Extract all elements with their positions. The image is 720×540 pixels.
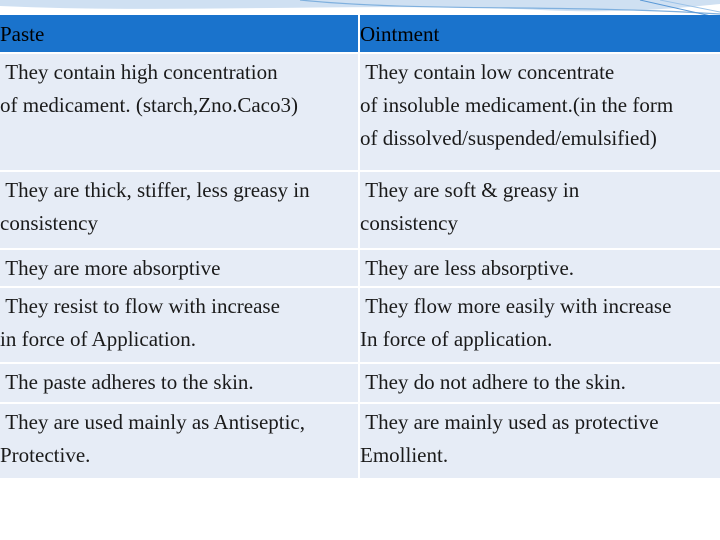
- table-cell-paste: [0, 250, 358, 286]
- cell-text: They contain low concentrate of insoluble medicament.(in the form of dissolved/suspended/emulsified): [360, 60, 674, 150]
- table-cell-ointment: [360, 364, 720, 402]
- table-header-row: [0, 15, 720, 54]
- cell-text: They do not adhere to the skin.: [360, 370, 626, 394]
- table-cell-ointment: [360, 288, 720, 362]
- cell-text: They are less absorptive.: [360, 256, 575, 280]
- header-ointment: [360, 15, 720, 52]
- cell-text: They are mainly used as protective Emollient.: [360, 410, 659, 467]
- table-row: [0, 404, 720, 480]
- table-row: [0, 54, 720, 172]
- comparison-table: [0, 15, 720, 480]
- header-paste-label: Paste: [0, 22, 45, 46]
- header-ointment-label: Ointment: [360, 22, 440, 46]
- cell-text: They are more absorptive: [0, 256, 221, 280]
- table-cell-paste: [0, 288, 358, 362]
- table-row: [0, 250, 720, 288]
- table-row: [0, 172, 720, 250]
- table-cell-ointment: [360, 54, 720, 170]
- table-cell-ointment: [360, 172, 720, 248]
- cell-text: They resist to flow with increase in force of Application.: [0, 294, 280, 351]
- table-row: [0, 288, 720, 364]
- table-cell-paste: [0, 364, 358, 402]
- table-cell-paste: [0, 172, 358, 248]
- header-paste: [0, 15, 358, 52]
- table-cell-ointment: [360, 250, 720, 286]
- cell-text: They are thick, stiffer, less greasy in consistency: [0, 178, 310, 235]
- table-cell-ointment: [360, 404, 720, 478]
- cell-text: They are soft & greasy in consistency: [360, 178, 580, 235]
- cell-text: They contain high concentration of medicament. (starch,Zno.Caco3): [0, 60, 298, 117]
- table-row: [0, 364, 720, 404]
- cell-text: They flow more easily with increase In force of application.: [360, 294, 672, 351]
- cell-text: They are used mainly as Antiseptic, Protective.: [0, 410, 306, 467]
- table-cell-paste: [0, 404, 358, 478]
- table-cell-paste: [0, 54, 358, 170]
- cell-text: The paste adheres to the skin.: [0, 370, 254, 394]
